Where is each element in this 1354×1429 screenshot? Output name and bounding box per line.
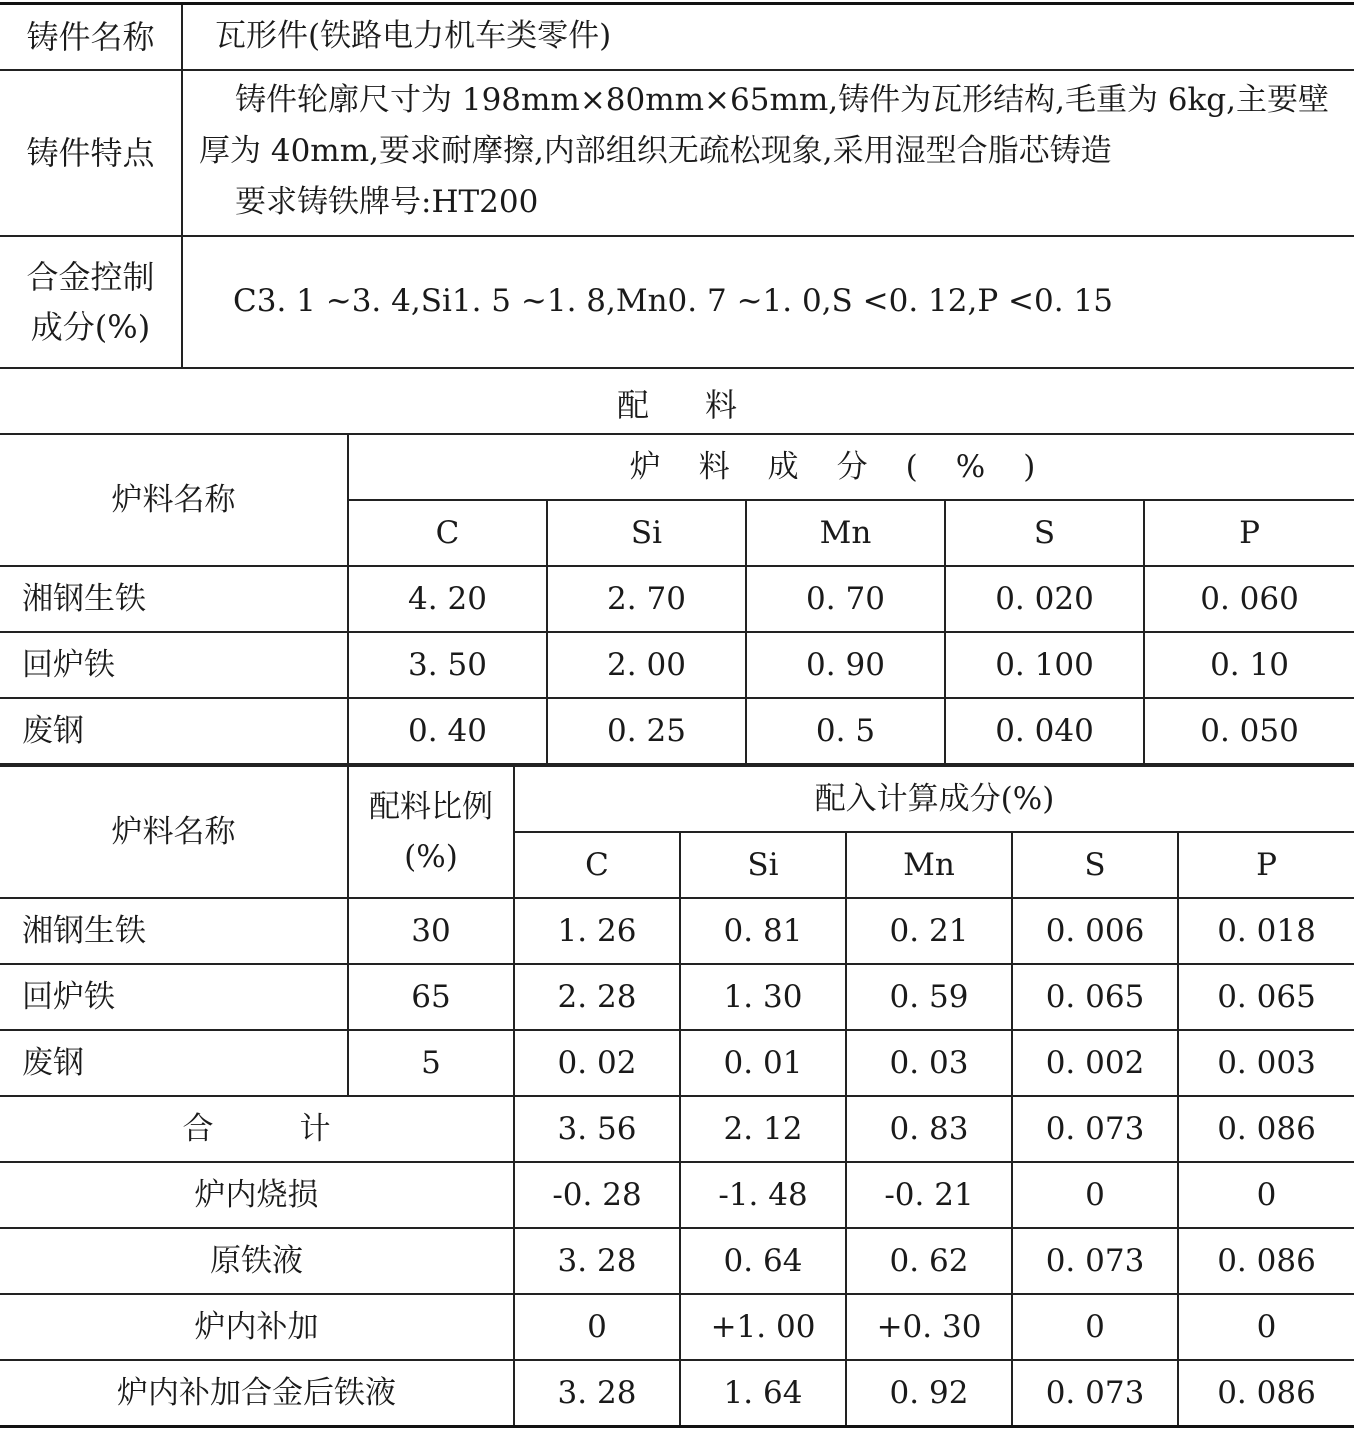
charge-name: 湘钢生铁 [0, 898, 348, 964]
composition-col-mn: Mn [746, 500, 945, 566]
casting-features-value [182, 70, 1354, 236]
cell-p: 0. 065 [1178, 964, 1354, 1030]
cell-ratio: 5 [348, 1030, 514, 1096]
cell-c: 0. 40 [348, 698, 547, 764]
cell-c: 4. 20 [348, 566, 547, 632]
ingredient-col-si: Si [680, 832, 846, 898]
cell-s: 0. 006 [1012, 898, 1178, 964]
summary-label [0, 1096, 514, 1162]
cell-c: 0. 02 [514, 1030, 680, 1096]
casting-features-label: 铸件特点 [0, 70, 182, 236]
cell-c: 3. 28 [514, 1228, 680, 1294]
cell-mn: 0. 83 [846, 1096, 1012, 1162]
ratio-header-line-1: 配料比例 [369, 789, 493, 825]
cell-c: -0. 28 [514, 1162, 680, 1228]
ratio-header-line-2: (%) [404, 839, 458, 875]
charge-name: 回炉铁 [0, 964, 348, 1030]
cell-mn: +0. 30 [846, 1294, 1012, 1360]
cell-si: 0. 01 [680, 1030, 846, 1096]
cell-si: 0. 81 [680, 898, 846, 964]
cell-s: 0. 040 [945, 698, 1144, 764]
alloy-label-line-2: 成分(%) [30, 307, 151, 346]
summary-label: 炉内烧损 [0, 1162, 514, 1228]
ingredient-col-mn: Mn [846, 832, 1012, 898]
cell-p: 0. 050 [1144, 698, 1354, 764]
cell-p: 0. 086 [1178, 1096, 1354, 1162]
charge-name: 湘钢生铁 [0, 566, 348, 632]
cell-si: 2. 12 [680, 1096, 846, 1162]
composition-group-header-text: 炉料成分(%) [629, 448, 1074, 485]
cell-mn: 0. 59 [846, 964, 1012, 1030]
features-line-3: 要求铸铁牌号:HT200 [235, 184, 539, 220]
cell-p: 0. 086 [1178, 1228, 1354, 1294]
section-title [0, 380, 1354, 426]
cell-mn: 0. 62 [846, 1228, 1012, 1294]
cell-s: 0. 073 [1012, 1360, 1178, 1427]
ingredient-name-header: 炉料名称 [0, 766, 348, 898]
composition-group-header [348, 434, 1354, 500]
summary-label-text: 合计 [182, 1110, 417, 1147]
summary-label: 炉内补加 [0, 1294, 514, 1360]
cell-mn: 0. 90 [746, 632, 945, 698]
cell-s: 0. 065 [1012, 964, 1178, 1030]
cell-c: 2. 28 [514, 964, 680, 1030]
composition-col-c: C [348, 500, 547, 566]
cell-p: 0. 10 [1144, 632, 1354, 698]
ingredient-col-p: P [1178, 832, 1354, 898]
section-title-text: 配料 [616, 386, 793, 424]
cell-si: +1. 00 [680, 1294, 846, 1360]
charge-composition-table [0, 433, 1354, 765]
cell-si: 0. 25 [547, 698, 746, 764]
cell-mn: 0. 21 [846, 898, 1012, 964]
composition-col-s: S [945, 500, 1144, 566]
summary-row-total [0, 1096, 1354, 1162]
table-row [0, 632, 1354, 698]
ingredient-ratio-header [348, 766, 514, 898]
features-line-1: 铸件轮廓尺寸为 198mm×80mm×65mm,铸件为瓦形结构,毛重为 6kg,主要壁 [235, 82, 1330, 118]
cell-c: 3. 28 [514, 1360, 680, 1427]
charge-name: 废钢 [0, 1030, 348, 1096]
summary-row-burn-loss [0, 1162, 1354, 1228]
summary-row-final-iron [0, 1360, 1354, 1427]
summary-label: 炉内补加合金后铁液 [0, 1360, 514, 1427]
cell-si: 2. 70 [547, 566, 746, 632]
composition-col-p: P [1144, 500, 1354, 566]
cell-p: 0. 018 [1178, 898, 1354, 964]
cell-s: 0. 073 [1012, 1228, 1178, 1294]
cell-c: 0 [514, 1294, 680, 1360]
cell-mn: 0. 92 [846, 1360, 1012, 1427]
ingredient-col-s: S [1012, 832, 1178, 898]
summary-row-raw-iron [0, 1228, 1354, 1294]
casting-info-table [0, 2, 1354, 369]
alloy-control-value: C3. 1 ~3. 4,Si1. 5 ~1. 8,Mn0. 7 ~1. 0,S <0. 12,P <0. 15 [182, 236, 1354, 368]
table-row [0, 566, 1354, 632]
cell-mn: 0. 70 [746, 566, 945, 632]
cell-s: 0. 100 [945, 632, 1144, 698]
charge-name: 回炉铁 [0, 632, 348, 698]
cell-ratio: 30 [348, 898, 514, 964]
cell-si: 0. 64 [680, 1228, 846, 1294]
cell-mn: 0. 03 [846, 1030, 1012, 1096]
cell-si: 2. 00 [547, 632, 746, 698]
table-row [0, 698, 1354, 764]
composition-name-header: 炉料名称 [0, 434, 348, 566]
table-row [0, 1030, 1354, 1096]
cell-mn: 0. 5 [746, 698, 945, 764]
cell-s: 0. 002 [1012, 1030, 1178, 1096]
cell-p: 0. 003 [1178, 1030, 1354, 1096]
cell-p: 0. 086 [1178, 1360, 1354, 1427]
features-line-2: 厚为 40mm,要求耐摩擦,内部组织无疏松现象,采用湿型合脂芯铸造 [199, 133, 1112, 169]
cell-c: 3. 50 [348, 632, 547, 698]
cell-p: 0 [1178, 1162, 1354, 1228]
casting-name-label: 铸件名称 [0, 4, 182, 70]
cell-si: 1. 64 [680, 1360, 846, 1427]
ingredient-col-c: C [514, 832, 680, 898]
cell-s: 0. 073 [1012, 1096, 1178, 1162]
composition-col-si: Si [547, 500, 746, 566]
casting-name-value: 瓦形件(铁路电力机车类零件) [182, 4, 1354, 70]
cell-c: 3. 56 [514, 1096, 680, 1162]
ingredient-group-header: 配入计算成分(%) [514, 766, 1354, 832]
cell-c: 1. 26 [514, 898, 680, 964]
cell-s: 0 [1012, 1162, 1178, 1228]
summary-row-addition [0, 1294, 1354, 1360]
cell-s: 0 [1012, 1294, 1178, 1360]
ingredient-header-row [0, 766, 1354, 832]
cell-p: 0 [1178, 1294, 1354, 1360]
table-row [0, 964, 1354, 1030]
table-row [0, 898, 1354, 964]
composition-header-row [0, 434, 1354, 500]
charge-name: 废钢 [0, 698, 348, 764]
cell-ratio: 65 [348, 964, 514, 1030]
cell-p: 0. 060 [1144, 566, 1354, 632]
alloy-label-line-1: 合金控制 [26, 257, 155, 296]
cell-si: 1. 30 [680, 964, 846, 1030]
cell-mn: -0. 21 [846, 1162, 1012, 1228]
alloy-control-label [0, 236, 182, 368]
casting-features-row [0, 70, 1354, 236]
alloy-control-row [0, 236, 1354, 368]
summary-label: 原铁液 [0, 1228, 514, 1294]
casting-name-row [0, 4, 1354, 70]
cell-si: -1. 48 [680, 1162, 846, 1228]
ingredient-calculation-table [0, 765, 1354, 1428]
cell-s: 0. 020 [945, 566, 1144, 632]
